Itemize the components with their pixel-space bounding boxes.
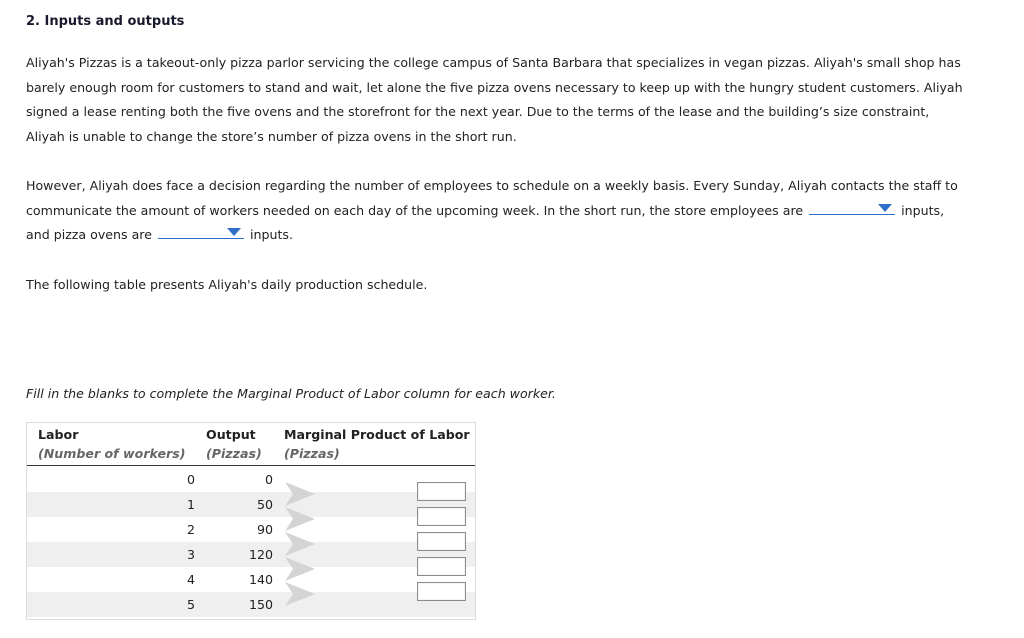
chevron-right-icon (285, 557, 319, 581)
table-row (27, 517, 475, 542)
chevron-right-icon (285, 582, 319, 606)
decision-text-3: inputs. (249, 227, 293, 243)
output-cell: 50 (256, 497, 273, 512)
labor-cell: 3 (186, 547, 195, 562)
ovens-input-type-dropdown[interactable] (158, 224, 244, 239)
labor-cell: 0 (186, 472, 195, 487)
labor-cell: 2 (186, 522, 195, 537)
output-cell: 120 (248, 547, 273, 562)
decision-paragraph (26, 174, 966, 248)
labor-cell: 1 (186, 497, 195, 512)
section-title: 2. Inputs and outputs (26, 14, 185, 29)
decision-text-2: inputs, and pizza ovens are (26, 202, 945, 243)
chevron-right-icon (285, 482, 319, 506)
table-intro-text: The following table presents Aliyah's daily production schedule. (26, 277, 428, 292)
mpl-input-worker-1[interactable] (417, 482, 466, 501)
header-mpl-sub: (Pizzas) (284, 446, 340, 461)
table-intro (26, 273, 966, 298)
intro-paragraph (26, 51, 966, 149)
mpl-input-worker-2[interactable] (417, 507, 466, 526)
header-output: Output (206, 427, 256, 442)
table-row (27, 542, 475, 567)
header-labor-sub: (Number of workers) (38, 446, 186, 461)
output-cell: 0 (264, 472, 273, 487)
header-labor: Labor (38, 427, 79, 442)
table-row (27, 567, 475, 592)
chevron-down-icon (878, 204, 892, 212)
table-row (27, 492, 475, 517)
output-cell: 90 (256, 522, 273, 537)
header-mpl: Marginal Product of Labor (284, 427, 470, 442)
output-cell: 150 (248, 597, 273, 612)
mpl-input-worker-3[interactable] (417, 532, 466, 551)
output-cell: 140 (248, 572, 273, 587)
chevron-right-icon (285, 507, 319, 531)
intro-text: Aliyah's Pizzas is a takeout-only pizza parlor servicing the college campus of Santa Barbara that specializes in vegan pizzas. Aliyah's small shop has barely enough room for customers to stand and wait, let alone the five pizza ovens necessary to keep up with the hungry student customers. Aliyah signed a lease renting both the five ovens and the storefront for the next year. Due to the terms of the lease and the building’s size constraint, Aliyah is unable to change the store’s number of pizza ovens in the short run. (26, 55, 963, 144)
instruction-text: Fill in the blanks to complete the Marginal Product of Labor column for each worker. (26, 386, 556, 401)
decision-text-1: However, Aliyah does face a decision regarding the number of employees to schedule on a weekly basis. Every Sunday, Aliyah contacts the staff to communicate the amount of workers needed on each day of the upcoming week. In the short run, the store employees are (26, 178, 958, 218)
labor-cell: 5 (186, 597, 195, 612)
header-divider (27, 465, 475, 466)
mpl-input-worker-4[interactable] (417, 557, 466, 576)
labor-input-type-dropdown[interactable] (809, 200, 895, 215)
mpl-input-worker-5[interactable] (417, 582, 466, 601)
production-table (26, 422, 476, 620)
table-row (27, 592, 475, 617)
header-output-sub: (Pizzas) (206, 446, 262, 461)
table-row (27, 467, 475, 492)
chevron-down-icon (227, 228, 241, 236)
chevron-right-icon (285, 532, 319, 556)
labor-cell: 4 (186, 572, 195, 587)
